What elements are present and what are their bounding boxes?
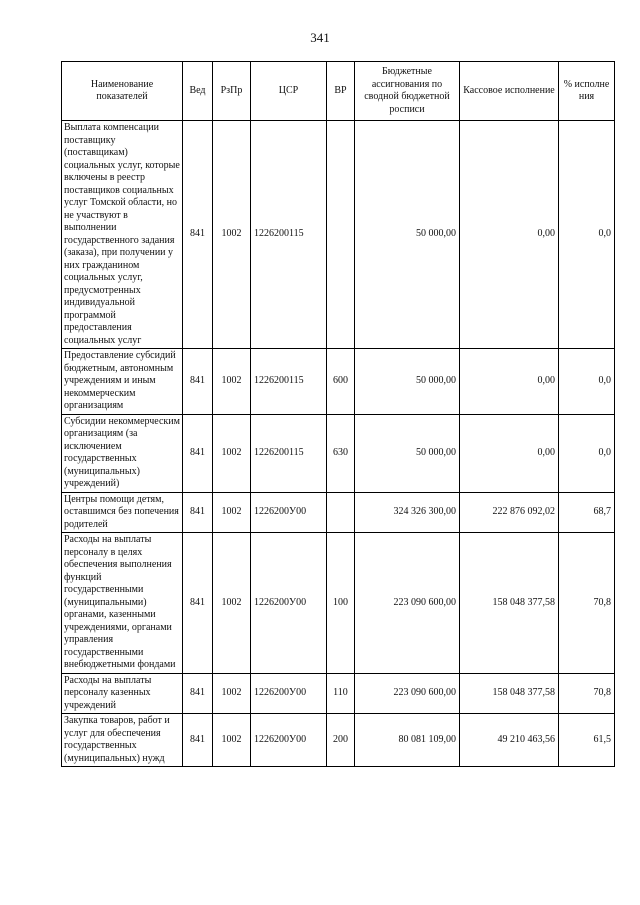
budget-execution-table — [61, 61, 615, 767]
row-name: Субсидии некоммерческим организациям (за исключением государственных (муниципальных) учреждений) — [62, 414, 183, 492]
row-cash: 0,00 — [460, 414, 559, 492]
row-cash: 49 210 463,56 — [460, 714, 559, 767]
row-ved: 841 — [183, 414, 213, 492]
row-csr: 1226200115 — [251, 414, 327, 492]
row-budget: 324 326 300,00 — [355, 492, 460, 533]
row-budget: 50 000,00 — [355, 121, 460, 349]
row-name: Расходы на выплаты персоналу в целях обеспечения выполнения функций государственными (муниципальными) органами, казенными учреждениями, органами управления государственными внебюджетными фондами — [62, 533, 183, 674]
row-vr — [327, 121, 355, 349]
header-rzpr: РзПр — [213, 62, 251, 121]
row-rzpr: 1002 — [213, 714, 251, 767]
row-rzpr: 1002 — [213, 533, 251, 674]
row-ved: 841 — [183, 121, 213, 349]
header-name: Наименование показателей — [62, 62, 183, 121]
row-rzpr: 1002 — [213, 414, 251, 492]
row-csr: 1226200У00 — [251, 673, 327, 714]
row-csr: 1226200115 — [251, 349, 327, 415]
table-row — [62, 492, 615, 533]
row-name: Расходы на выплаты персоналу казенных учреждений — [62, 673, 183, 714]
row-budget: 223 090 600,00 — [355, 533, 460, 674]
row-ved: 841 — [183, 714, 213, 767]
row-ved: 841 — [183, 492, 213, 533]
header-row — [62, 62, 615, 121]
row-vr: 630 — [327, 414, 355, 492]
row-ved: 841 — [183, 533, 213, 674]
row-csr: 1226200У00 — [251, 533, 327, 674]
row-rzpr: 1002 — [213, 349, 251, 415]
row-cash: 158 048 377,58 — [460, 673, 559, 714]
row-cash: 222 876 092,02 — [460, 492, 559, 533]
row-vr: 100 — [327, 533, 355, 674]
header-cash: Кассовое исполнение — [460, 62, 559, 121]
row-cash: 0,00 — [460, 121, 559, 349]
row-vr: 600 — [327, 349, 355, 415]
row-name: Выплата компенсации поставщику (поставщикам) социальных услуг, которые включены в реестр поставщиков социальных услуг Томской области, но не участвуют в выполнении государственного задания (заказа), при получении у них гражданином социальных услуг, предусмотренных индивидуальной программой предоставления социальных услуг — [62, 121, 183, 349]
row-budget: 50 000,00 — [355, 414, 460, 492]
table-row — [62, 414, 615, 492]
table-row — [62, 121, 615, 349]
row-percent: 70,8 — [559, 533, 615, 674]
table-row — [62, 533, 615, 674]
row-ved: 841 — [183, 349, 213, 415]
row-percent: 0,0 — [559, 414, 615, 492]
row-budget: 50 000,00 — [355, 349, 460, 415]
header-budget: Бюджетные ассигнования по сводной бюджетной росписи — [355, 62, 460, 121]
table-row — [62, 714, 615, 767]
row-cash: 0,00 — [460, 349, 559, 415]
header-ved: Вед — [183, 62, 213, 121]
header-vr: ВР — [327, 62, 355, 121]
header-percent: % исполне ния — [559, 62, 615, 121]
table-row — [62, 349, 615, 415]
table-row — [62, 673, 615, 714]
row-name: Предоставление субсидий бюджетным, автономным учреждениям и иным некоммерческим организациям — [62, 349, 183, 415]
header-csr: ЦСР — [251, 62, 327, 121]
row-csr: 1226200У00 — [251, 492, 327, 533]
row-ved: 841 — [183, 673, 213, 714]
row-cash: 158 048 377,58 — [460, 533, 559, 674]
row-percent: 70,8 — [559, 673, 615, 714]
row-vr — [327, 492, 355, 533]
row-vr: 200 — [327, 714, 355, 767]
row-csr: 1226200У00 — [251, 714, 327, 767]
row-rzpr: 1002 — [213, 673, 251, 714]
row-percent: 61,5 — [559, 714, 615, 767]
row-percent: 68,7 — [559, 492, 615, 533]
row-name: Закупка товаров, работ и услуг для обеспечения государственных (муниципальных) нужд — [62, 714, 183, 767]
row-rzpr: 1002 — [213, 492, 251, 533]
row-budget: 80 081 109,00 — [355, 714, 460, 767]
row-percent: 0,0 — [559, 121, 615, 349]
row-rzpr: 1002 — [213, 121, 251, 349]
page-number: 341 — [310, 30, 330, 45]
row-percent: 0,0 — [559, 349, 615, 415]
row-budget: 223 090 600,00 — [355, 673, 460, 714]
row-csr: 1226200115 — [251, 121, 327, 349]
row-name: Центры помощи детям, оставшимся без попечения родителей — [62, 492, 183, 533]
row-vr: 110 — [327, 673, 355, 714]
